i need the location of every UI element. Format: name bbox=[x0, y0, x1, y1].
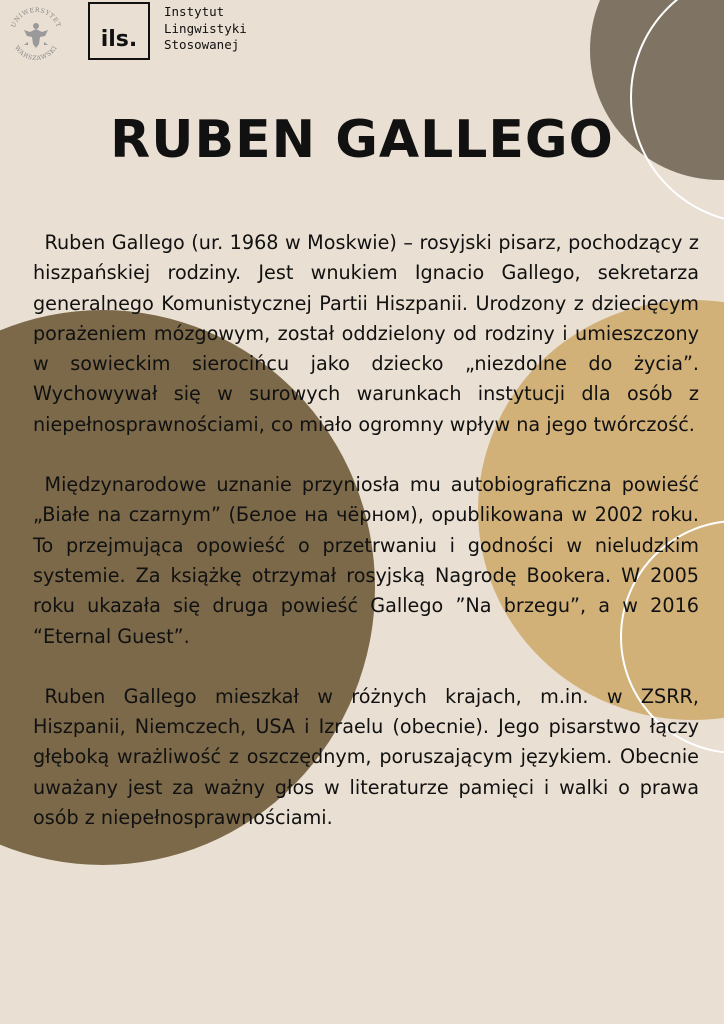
paragraph-3: Ruben Gallego mieszkał w różnych krajach, m.in. w ZSRR, Hiszpanii, Niemczech, USA i Izraelu (obecnie). Jego pisarstwo łączy głęboką wrażliwość z oszczędnym, poruszającym językiem. Obecnie uważany jest za ważny głos w literaturze pamięci i walki o prawa osób z niepełnosprawnościami. bbox=[33, 684, 699, 830]
eagle-icon bbox=[24, 23, 48, 48]
seal-text-top: UNIWERSYTET bbox=[10, 6, 62, 29]
paragraph-1: Ruben Gallego (ur. 1968 w Moskwie) – rosyjski pisarz, pochodzący z hiszpańskiej rodziny. Jest wnukiem Ignacio Gallego, sekretarza generalnego Komunistycznej Partii Hiszpanii. Urodzony z dziecięcym porażeniem mózgowym, został oddzielony od rodziny i umieszczony w sowieckim sierocińcu jako dziecko „niezdolne do życia”. Wychowywał się w surowych warunkach instytucji dla osób z niepełnosprawnościami, co miało ogromny wpływ na jego twórczość. bbox=[33, 231, 699, 436]
ils-logo: ils. bbox=[88, 2, 150, 60]
institute-line-3: Stosowanej bbox=[164, 37, 240, 52]
institute-line-2: Lingwistyki bbox=[164, 20, 247, 36]
paragraph-2: Międzynarodowe uznanie przyniosła mu autobiograficzna powieść „Białe na czarnym” (Белое на чёрном), opublikowana w 2002 roku. To przejmująca opowieść o przetrwaniu i godności w nieludzkim systemie. Za książkę otrzymał rosyjską Nagrodę Bookera. W 2005 roku ukazała się druga powieść Gallego ”Na brzegu”, a w 2016 “Eternal Guest”. bbox=[33, 473, 699, 648]
institute-name bbox=[164, 4, 247, 54]
seal-text-bottom: WARSZAWSKI bbox=[12, 44, 59, 63]
university-seal-logo bbox=[6, 4, 66, 64]
biography-text bbox=[33, 228, 699, 833]
institute-line-1: Instytut bbox=[164, 4, 225, 19]
page-title: RUBEN GALLEGO bbox=[110, 110, 614, 170]
